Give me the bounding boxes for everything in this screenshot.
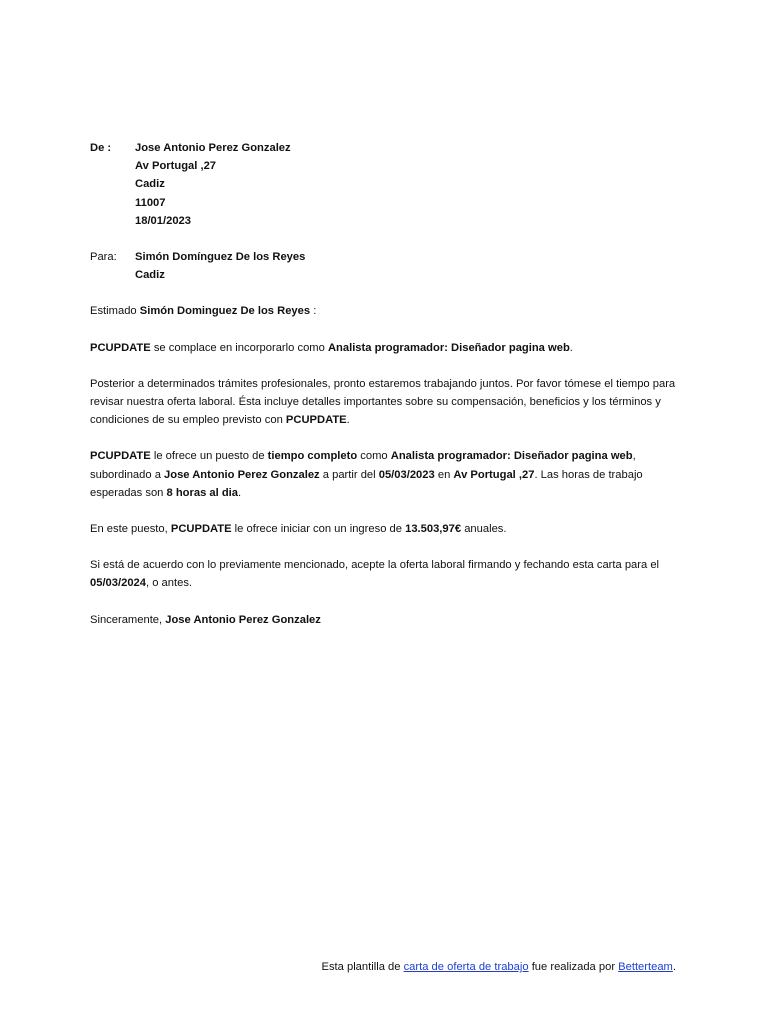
from-label: De : <box>90 142 112 154</box>
paragraph-acceptance: Si está de acuerdo con lo previamente mencionado, acepte la oferta laboral firmando y fechando esta carta para el 05/03/2024, o antes. <box>90 559 660 590</box>
greeting-name: Simón Dominguez De los Reyes <box>139 305 311 318</box>
betterteam-link[interactable]: Betterteam <box>618 961 673 973</box>
to-address <box>135 248 305 284</box>
letter-date: 18/01/2023 <box>135 214 191 227</box>
offer-letter-link[interactable]: carta de oferta de trabajo <box>403 961 529 973</box>
template-credit: Esta plantilla de carta de oferta de trabajo fue realizada por Betterteam. <box>321 961 676 973</box>
from-block <box>90 139 690 230</box>
paragraph-salary: En este puesto, PCUPDATE le ofrece iniciar con un ingreso de 13.503,97€ anuales. <box>90 523 507 536</box>
to-label: Para: <box>90 251 117 264</box>
sender-city: Cadiz <box>135 178 165 191</box>
paragraph-review: Posterior a determinados trámites profesionales, pronto estaremos trabajando juntos. Por favor tómese el tiempo para revisar nuestra oferta laboral. Ésta incluye detalles importantes sobre su compensación, beneficios y los términos y condiciones de su empleo previsto con PCUPDATE. <box>90 377 676 427</box>
closing: Sinceramente, Jose Antonio Perez Gonzalez <box>90 613 321 626</box>
greeting: Estimado Simón Dominguez De los Reyes : <box>90 305 317 318</box>
signature-name: Jose Antonio Perez Gonzalez <box>165 613 321 626</box>
to-block <box>90 248 690 284</box>
sender-street: Av Portugal ,27 <box>135 160 217 173</box>
paragraph-offer: PCUPDATE le ofrece un puesto de tiempo completo como Analista programador: Diseñador pagina web, subordinado a Jose Antonio Perez Gonzalez a partir del 05/03/2023 en Av Portugal ,27. Las horas de trabajo esperadas son 8 horas al dia. <box>90 450 643 499</box>
from-address <box>135 139 291 230</box>
recipient-name: Simón Domínguez De los Reyes <box>135 251 306 264</box>
sender-name: Jose Antonio Perez Gonzalez <box>135 142 291 154</box>
sender-postcode: 11007 <box>135 196 166 209</box>
letter-body <box>90 139 690 629</box>
paragraph-intro: PCUPDATE se complace en incorporarlo como Analista programador: Diseñador pagina web. <box>90 341 573 354</box>
recipient-city: Cadiz <box>135 269 165 282</box>
